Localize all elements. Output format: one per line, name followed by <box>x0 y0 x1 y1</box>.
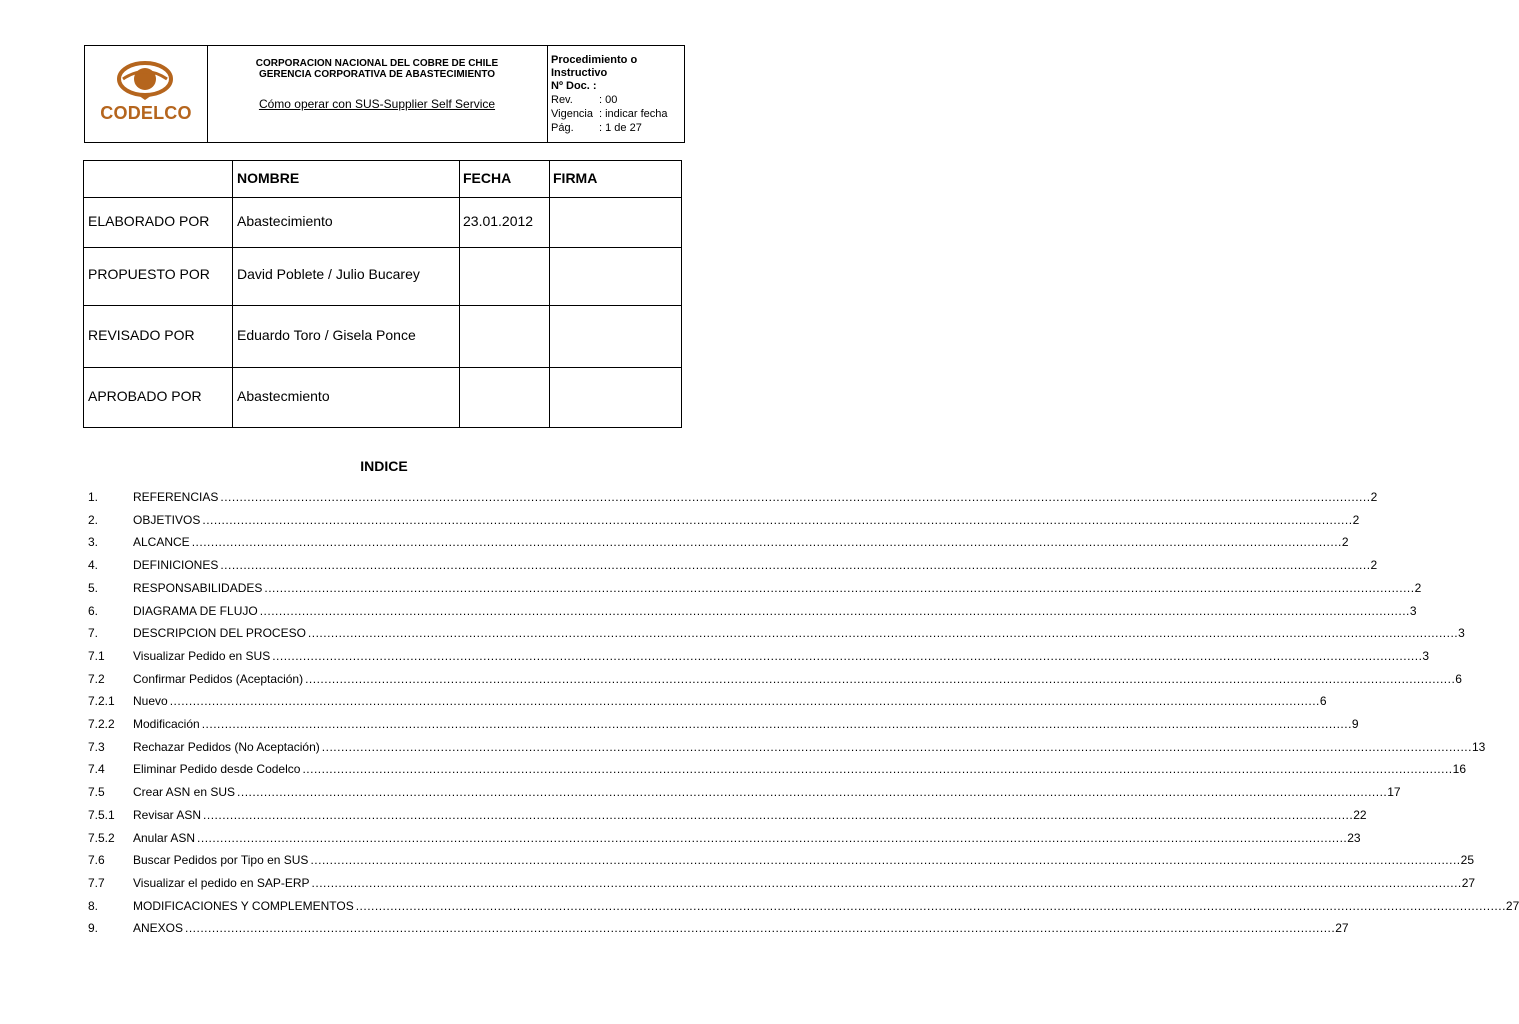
toc-entry-number: 7.5.1 <box>88 807 115 822</box>
toc-entry-line <box>133 717 1359 731</box>
toc-entry-label: Visualizar el pedido en SAP-ERP <box>133 875 310 890</box>
toc-leader-dots: ............................................................................................................................................................................................................................................................................................................ <box>307 626 1459 641</box>
toc-entry-line <box>133 921 1349 936</box>
toc-entry-line <box>133 603 1417 618</box>
toc-entry-page: 25 <box>1460 853 1474 868</box>
toc-entry-line <box>133 739 1486 754</box>
toc-entry-number: 7. <box>88 626 99 641</box>
toc-entry-label: Anular ASN <box>133 830 196 845</box>
document-metadata-cell <box>547 46 684 142</box>
column-divider <box>459 161 460 427</box>
name-propuesto: David Poblete / Julio Bucarey <box>237 266 420 282</box>
header-title-cell <box>207 46 548 142</box>
toc-entry-line <box>133 853 1474 868</box>
toc-entry-page: 2 <box>1341 535 1349 550</box>
vigencia-value: : indicar fecha <box>599 108 668 120</box>
toc-leader-dots: ............................................................................................................................................................................................................................................................................................................ <box>197 830 1348 845</box>
toc-entry-label: DESCRIPCION DEL PROCESO <box>133 626 306 641</box>
toc-leader-dots: ............................................................................................................................................................................................................................................................................................................ <box>191 535 1342 550</box>
toc-entry-page: 6 <box>1455 671 1462 686</box>
toc-entry[interactable] <box>88 762 1466 780</box>
toc-leader-dots: ............................................................................................................................................................................................................................................................................................................ <box>202 512 1353 527</box>
toc-entry-page: 3 <box>1409 603 1417 618</box>
toc-entry-page: 3 <box>1422 648 1430 663</box>
toc-leader-dots: ............................................................................................................................................................................................................................................................................................................ <box>220 558 1371 573</box>
name-elaborado: Abastecimiento <box>237 213 333 229</box>
toc-leader-dots: ............................................................................................................................................................................................................................................................................................................ <box>169 694 1320 709</box>
toc-entry-line <box>133 671 1462 686</box>
toc-entry-label: Modificación <box>133 717 200 731</box>
toc-leader-dots: ............................................................................................................................................................................................................................................................................................................ <box>311 875 1462 890</box>
toc-entry-page: 27 <box>1461 875 1476 890</box>
doc-type-line1: Procedimiento o <box>551 54 638 66</box>
index-title: INDICE <box>360 458 408 474</box>
toc-entry-label: ALCANCE <box>133 535 190 550</box>
toc-entry-line <box>133 694 1327 709</box>
toc-entry-line <box>133 626 1465 641</box>
toc-entry-page: 2 <box>1414 580 1422 595</box>
header-fecha: FECHA <box>463 170 512 186</box>
toc-entry[interactable] <box>88 671 1462 690</box>
toc-entry-label: RESPONSABILIDADES <box>133 580 263 595</box>
toc-entry-page: 6 <box>1319 694 1327 709</box>
header-nombre: NOMBRE <box>237 170 300 186</box>
document-header <box>84 45 685 143</box>
toc-entry-label: Visualizar Pedido en SUS <box>133 648 271 663</box>
corporation-name: CORPORACION NACIONAL DEL COBRE DE CHILE <box>255 58 499 69</box>
toc-entry-line <box>133 648 1430 663</box>
department-name: GERENCIA CORPORATIVA DE ABASTECIMIENTO <box>258 69 496 80</box>
approval-table <box>83 160 682 428</box>
toc-entry[interactable] <box>88 830 1361 849</box>
row-divider <box>84 305 681 306</box>
toc-entry-page: 2 <box>1370 490 1378 504</box>
toc-entry-line <box>133 490 1378 504</box>
date-elaborado: 23.01.2012 <box>463 213 534 229</box>
toc-leader-dots: ............................................................................................................................................................................................................................................................................................................ <box>259 603 1410 618</box>
name-aprobado: Abastecmiento <box>237 388 330 404</box>
toc-leader-dots: ............................................................................................................................................................................................................................................................................................................ <box>264 580 1415 595</box>
row-divider <box>84 247 681 248</box>
toc-entry-number: 7.5 <box>88 785 105 800</box>
toc-leader-dots: ............................................................................................................................................................................................................................................................................................................ <box>272 648 1423 663</box>
doc-number-label: Nº Doc. : <box>551 80 597 92</box>
toc-entry[interactable] <box>88 739 1486 758</box>
toc-entry-line <box>133 807 1367 822</box>
toc-entry-page: 27 <box>1505 898 1519 913</box>
role-propuesto: PROPUESTO POR <box>88 266 210 282</box>
toc-entry[interactable] <box>88 875 1476 894</box>
toc-leader-dots: ............................................................................................................................................................................................................................................................................................................ <box>302 762 1453 777</box>
toc-entry-page: 3 <box>1458 626 1465 641</box>
toc-entry-page: 27 <box>1335 921 1349 936</box>
toc-entry-label: MODIFICACIONES Y COMPLEMENTOS <box>133 898 354 913</box>
column-divider <box>232 161 233 427</box>
codelco-logo-icon <box>113 60 177 102</box>
toc-entry-label: Confirmar Pedidos (Aceptación) <box>133 671 304 686</box>
toc-entry[interactable] <box>88 921 1349 939</box>
toc-entry-number: 5. <box>88 580 99 595</box>
toc-entry-label: Buscar Pedidos por Tipo en SUS <box>133 853 309 868</box>
toc-entry-line <box>133 875 1476 890</box>
toc-entry[interactable] <box>88 717 1359 735</box>
page-label: Pág. <box>551 122 574 134</box>
toc-entry-line <box>133 535 1349 550</box>
toc-leader-dots: ............................................................................................................................................................................................................................................................................................................ <box>237 785 1388 800</box>
role-revisado: REVISADO POR <box>88 327 195 343</box>
header-firma: FIRMA <box>553 170 598 186</box>
toc-leader-dots: ............................................................................................................................................................................................................................................................................................................ <box>185 921 1336 936</box>
toc-entry[interactable] <box>88 558 1378 576</box>
toc-entry-label: DEFINICIONES <box>133 558 219 573</box>
toc-entry[interactable] <box>88 898 1519 917</box>
role-aprobado: APROBADO POR <box>88 388 202 404</box>
toc-entry[interactable] <box>88 785 1401 803</box>
toc-entry-label: Crear ASN en SUS <box>133 785 236 800</box>
toc-leader-dots: ............................................................................................................................................................................................................................................................................................................ <box>321 739 1472 754</box>
page-value: : 1 de 27 <box>599 122 642 134</box>
rev-value: : 00 <box>599 94 618 106</box>
toc-entry[interactable] <box>88 648 1430 667</box>
name-revisado: Eduardo Toro / Gisela Ponce <box>237 327 416 343</box>
toc-entry-line <box>133 762 1466 777</box>
toc-entry-number: 7.6 <box>88 853 105 868</box>
toc-entry-number: 7.1 <box>88 648 105 663</box>
toc-entry-number: 7.2.1 <box>88 694 115 709</box>
toc-leader-dots: ............................................................................................................................................................................................................................................................................................................ <box>220 490 1371 504</box>
toc-entry-page: 13 <box>1471 739 1486 754</box>
row-divider <box>84 197 681 198</box>
logo-text: CODELCO <box>100 103 192 123</box>
toc-entry-page: 2 <box>1370 558 1378 573</box>
toc-leader-dots: ............................................................................................................................................................................................................................................................................................................ <box>355 898 1506 913</box>
toc-entry-number: 4. <box>88 558 99 573</box>
toc-entry-number: 2. <box>88 512 99 527</box>
row-divider <box>84 367 681 368</box>
toc-leader-dots: ............................................................................................................................................................................................................................................................................................................ <box>305 671 1456 686</box>
toc-entry-page: 16 <box>1452 762 1466 777</box>
toc-entry-number: 7.5.2 <box>88 830 115 845</box>
toc-entry-line <box>133 898 1519 913</box>
toc-entry-label: Rechazar Pedidos (No Aceptación) <box>133 739 320 754</box>
toc-entry-number: 7.2.2 <box>88 717 115 731</box>
toc-entry-page: 23 <box>1347 830 1361 845</box>
document-title: Cómo operar con SUS-Supplier Self Service <box>258 97 496 111</box>
toc-entry-line <box>133 830 1361 845</box>
toc-entry[interactable] <box>88 853 1474 871</box>
toc-entry-number: 3. <box>88 535 99 550</box>
toc-entry-page: 22 <box>1353 807 1367 822</box>
toc-entry-label: Revisar ASN <box>133 807 202 822</box>
toc-entry[interactable] <box>88 807 1367 826</box>
toc-entry-page: 2 <box>1352 512 1360 527</box>
toc-entry-line <box>133 580 1422 595</box>
toc-entry-label: OBJETIVOS <box>133 512 201 527</box>
toc-entry-label: DIAGRAMA DE FLUJO <box>133 603 258 618</box>
vigencia-label: Vigencia <box>551 108 593 120</box>
toc-entry[interactable] <box>88 694 1327 712</box>
rev-label: Rev. <box>551 94 573 106</box>
toc-entry-label: ANEXOS <box>133 921 184 936</box>
toc-entry[interactable] <box>88 535 1349 553</box>
toc-leader-dots: ............................................................................................................................................................................................................................................................................................................ <box>310 853 1461 868</box>
toc-entry[interactable] <box>88 626 1465 644</box>
toc-entry-page: 9 <box>1351 717 1359 731</box>
toc-entry-line <box>133 785 1401 800</box>
toc-entry[interactable] <box>88 580 1422 599</box>
toc-entry[interactable] <box>88 512 1360 531</box>
toc-entry-number: 7.4 <box>88 762 105 777</box>
toc-entry-label: Nuevo <box>133 694 168 709</box>
toc-entry[interactable] <box>88 603 1417 622</box>
toc-entry-number: 9. <box>88 921 99 936</box>
role-elaborado: ELABORADO POR <box>88 213 210 229</box>
toc-entry-number: 6. <box>88 603 99 618</box>
toc-leader-dots: ............................................................................................................................................................................................................................................................................................................ <box>201 717 1352 731</box>
toc-entry-number: 7.7 <box>88 875 105 890</box>
toc-entry-line <box>133 558 1378 573</box>
doc-type-line2: Instructivo <box>551 67 608 79</box>
toc-entry-label: Eliminar Pedido desde Codelco <box>133 762 301 777</box>
column-divider <box>549 161 550 427</box>
toc-entry-number: 1. <box>88 490 99 504</box>
toc-entry-label: REFERENCIAS <box>133 490 219 504</box>
toc-entry-page: 17 <box>1387 785 1401 800</box>
toc-leader-dots: ............................................................................................................................................................................................................................................................................................................ <box>203 807 1354 822</box>
toc-entry[interactable] <box>88 490 1378 508</box>
toc-entry-number: 7.2 <box>88 671 105 686</box>
logo-cell <box>85 46 208 142</box>
toc-entry-number: 7.3 <box>88 739 105 754</box>
toc-entry-line <box>133 512 1360 527</box>
toc-entry-number: 8. <box>88 898 99 913</box>
